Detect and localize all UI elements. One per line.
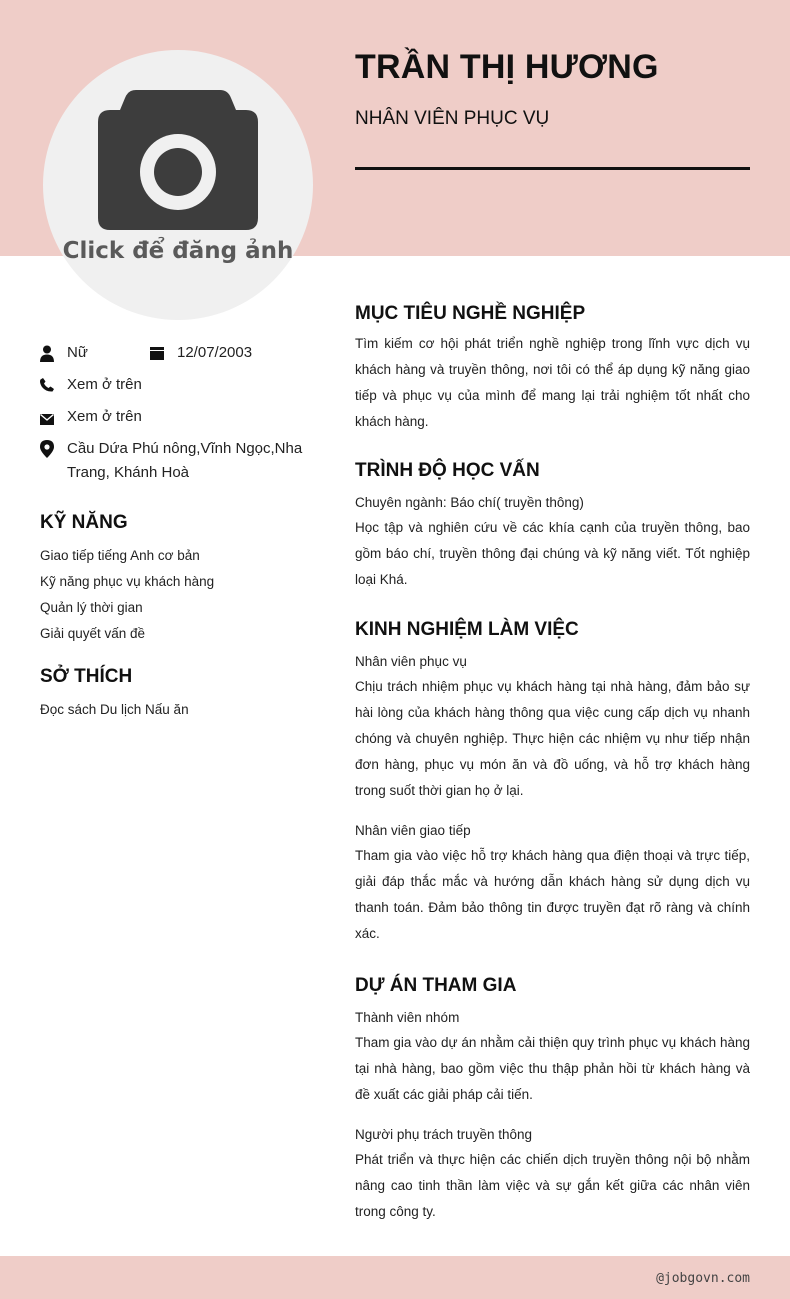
objective-heading: MỤC TIÊU NGHỀ NGHIỆP: [355, 303, 586, 324]
education-section: [355, 460, 750, 593]
contact-gender: Nữ: [40, 341, 88, 365]
calendar-icon: [150, 344, 164, 362]
contact-phone: Xem ở trên: [40, 373, 142, 397]
objective-text: Tìm kiếm cơ hội phát triển nghề nghiệp trong lĩnh vực dịch vụ khách hàng và truyền thông, nơi tôi có thể áp dụng kỹ năng giao tiếp và phục vụ của mình để mang lại trải nghiệm tốt nhất cho khách hàng.: [355, 336, 750, 429]
skill-item: Kỹ năng phục vụ khách hàng: [40, 574, 215, 589]
objective-section: [355, 303, 750, 435]
phone-icon: [40, 376, 54, 394]
skill-item: Giải quyết vấn đề: [40, 626, 146, 641]
avatar-upload[interactable]: [43, 50, 313, 320]
education-heading: TRÌNH ĐỘ HỌC VẤN: [355, 460, 540, 481]
project-title: Người phụ trách truyền thông: [355, 1127, 532, 1142]
avatar-upload-label: Click để đăng ảnh: [62, 238, 294, 264]
skill-item: Giao tiếp tiếng Anh cơ bản: [40, 548, 200, 563]
footer-brand: @jobgovn.com: [656, 1271, 750, 1286]
project-title: Thành viên nhóm: [355, 1010, 460, 1025]
experience-text: Tham gia vào việc hỗ trợ khách hàng qua điện thoại và trực tiếp, giải đáp thắc mắc và hướng dẫn khách hàng sử dụng dịch vụ thanh toán. Đảm bảo thông tin được truyền đạt rõ ràng và chính xác.: [355, 848, 750, 941]
project-text: Phát triển và thực hiện các chiến dịch truyền thông nội bộ nhằm nâng cao tinh thần làm việc và sự gắn kết giữa các nhân viên trong công ty.: [355, 1152, 750, 1219]
title-divider: [355, 167, 750, 170]
experience-text: Chịu trách nhiệm phục vụ khách hàng tại nhà hàng, đảm bảo sự hài lòng của khách hàng thông qua việc cung cấp dịch vụ nhanh chóng và chuyên nghiệp. Thực hiện các nhiệm vụ như tiếp nhận đơn hàng, phục vụ món ăn và đồ uống, và hỗ trợ khách hàng trong suốt thời gian họ ở lại.: [355, 679, 750, 798]
location-pin-icon: [40, 440, 54, 458]
job-title: NHÂN VIÊN PHỤC VỤ: [355, 108, 550, 129]
experience-title: Nhân viên giao tiếp: [355, 823, 471, 838]
projects-section: [355, 975, 750, 1225]
education-text: Học tập và nghiên cứu về các khía cạnh của truyền thông, bao gồm báo chí, truyền thông đại chúng và kỹ năng viết. Tốt nghiệp loại Khá.: [355, 520, 750, 587]
hobbies-heading: SỞ THÍCH: [40, 666, 133, 687]
contact-address: Cầu Dứa Phú nông,Vĩnh Ngọc,Nha Trang, Khánh Hoà: [40, 437, 320, 485]
candidate-name: TRẦN THỊ HƯƠNG: [355, 48, 659, 86]
experience-section: [355, 619, 750, 947]
hobbies-text: Đọc sách Du lịch Nấu ăn: [40, 702, 189, 717]
envelope-icon: [40, 410, 54, 428]
experience-heading: KINH NGHIỆM LÀM VIỆC: [355, 619, 579, 640]
person-icon: [40, 344, 54, 362]
contact-email: Xem ở trên: [40, 405, 142, 429]
camera-icon: [98, 90, 258, 230]
skill-item: Quản lý thời gian: [40, 600, 143, 615]
contact-birthday: 12/07/2003: [150, 341, 252, 365]
experience-title: Nhân viên phục vụ: [355, 654, 467, 669]
education-major: Chuyên ngành: Báo chí( truyền thông): [355, 495, 584, 510]
project-text: Tham gia vào dự án nhằm cải thiện quy trình phục vụ khách hàng tại nhà hàng, bao gồm việc thu thập phản hồi từ khách hàng và đề xuất các giải pháp cải tiến.: [355, 1035, 750, 1102]
projects-heading: DỰ ÁN THAM GIA: [355, 975, 517, 996]
skills-heading: KỸ NĂNG: [40, 512, 128, 533]
